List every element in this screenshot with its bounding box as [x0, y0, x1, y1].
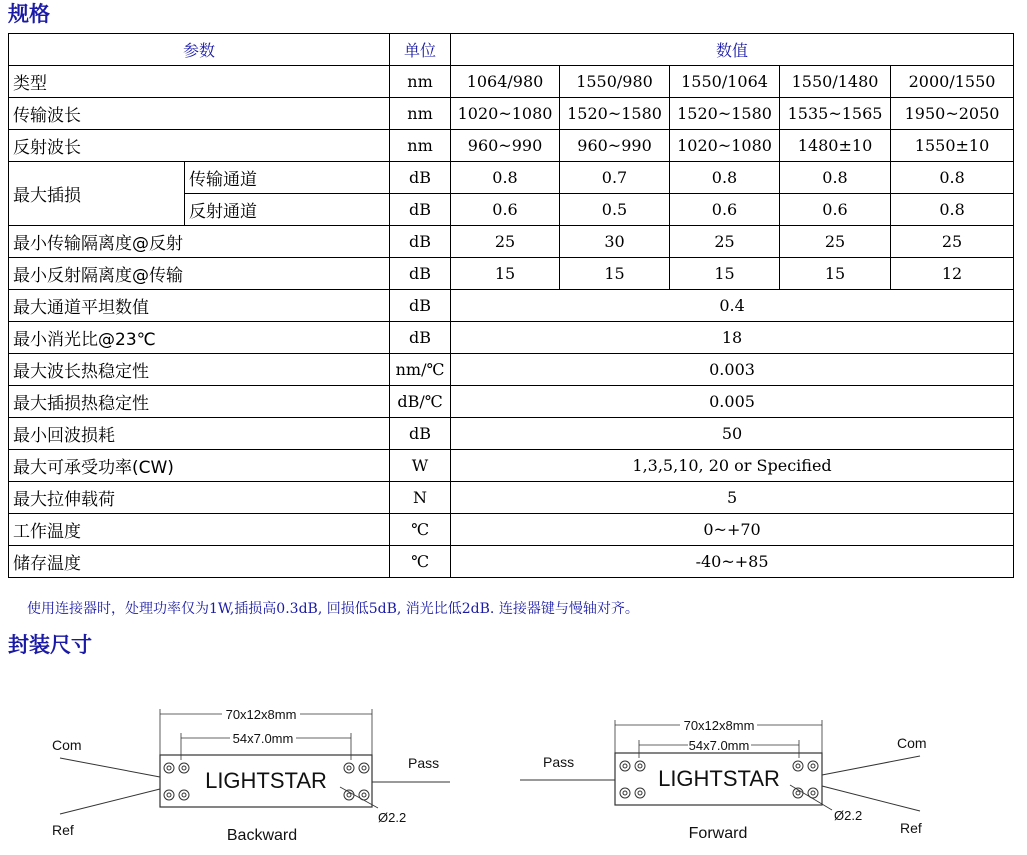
unit-cell: dB: [390, 418, 451, 450]
param-cell: 最小回波损耗: [9, 418, 390, 450]
forward-pass-label: Pass: [543, 754, 575, 770]
unit-cell: nm/℃: [390, 354, 451, 386]
value-cell: 1,3,5,10, 20 or Specified: [451, 450, 1014, 482]
forward-inner-dim: 54x7.0mm: [688, 738, 750, 753]
backward-com-label: Com: [52, 737, 82, 753]
unit-cell: nm: [390, 130, 451, 162]
value-cell: 1550±10: [891, 130, 1014, 162]
package-section-title: 封装尺寸: [8, 633, 92, 657]
value-cell: 1520~1580: [670, 98, 780, 130]
param-cell: 最大通道平坦数值: [9, 290, 390, 322]
value-cell: 25: [780, 226, 891, 258]
param-cell: 最小传输隔离度@反射: [9, 226, 390, 258]
value-cell: 25: [891, 226, 1014, 258]
value-cell: 25: [451, 226, 560, 258]
spec-section-title: 规格: [8, 2, 50, 26]
backward-drawing: [52, 707, 450, 844]
value-cell: 15: [560, 258, 670, 290]
value-cell: 1020~1080: [451, 98, 560, 130]
backward-caption: Backward: [226, 827, 298, 844]
value-cell: 1550/980: [560, 66, 670, 98]
value-cell: 0.8: [891, 162, 1014, 194]
forward-ref-label: Ref: [900, 820, 922, 836]
value-cell: 15: [451, 258, 560, 290]
param-cell: 最大插损: [9, 162, 185, 226]
table-row: [9, 66, 1014, 98]
value-cell: 0.6: [670, 194, 780, 226]
value-cell: 12: [891, 258, 1014, 290]
table-row: [9, 418, 1014, 450]
param-cell: 最大插损热稳定性: [9, 386, 390, 418]
value-cell: 5: [451, 482, 1014, 514]
table-row: [9, 162, 1014, 194]
value-cell: 0.5: [560, 194, 670, 226]
forward-brand-label: LIGHTSTAR: [658, 766, 780, 791]
spec-table: [8, 33, 1014, 578]
param-cell: 反射波长: [9, 130, 390, 162]
unit-cell: N: [390, 482, 451, 514]
value-cell: 1020~1080: [670, 130, 780, 162]
param-cell: 最小消光比@23℃: [9, 322, 390, 354]
backward-inner-dim: 54x7.0mm: [232, 731, 294, 746]
header-param: 参数: [9, 34, 390, 66]
value-cell: 50: [451, 418, 1014, 450]
param-cell: 传输波长: [9, 98, 390, 130]
value-cell: 0.4: [451, 290, 1014, 322]
value-cell: 1950~2050: [891, 98, 1014, 130]
value-cell: 1550/1064: [670, 66, 780, 98]
unit-cell: dB: [390, 194, 451, 226]
param-cell: 最小反射隔离度@传输: [9, 258, 390, 290]
value-cell: 960~990: [560, 130, 670, 162]
unit-cell: W: [390, 450, 451, 482]
value-cell: 1064/980: [451, 66, 560, 98]
sub-param-cell: 反射通道: [185, 194, 390, 226]
forward-com-label: Com: [897, 735, 927, 751]
param-cell: 类型: [9, 66, 390, 98]
value-cell: -40~+85: [451, 546, 1014, 578]
param-cell: 最大可承受功率(CW): [9, 450, 390, 482]
spec-table-body: [9, 34, 1014, 578]
table-row: [9, 482, 1014, 514]
connector-note: 使用连接器时，处理功率仅为1W,插损高0.3dB, 回损低5dB, 消光比低2dB. 连接器键与慢轴对齐。: [27, 601, 639, 617]
package-dimension-drawings: [0, 690, 1027, 855]
value-cell: 18: [451, 322, 1014, 354]
forward-outer-dim: 70x12x8mm: [683, 718, 755, 733]
value-cell: 2000/1550: [891, 66, 1014, 98]
sub-param-cell: 传输通道: [185, 162, 390, 194]
table-row: [9, 290, 1014, 322]
forward-com-fiber: [822, 756, 920, 775]
table-row: [9, 98, 1014, 130]
value-cell: 0.8: [891, 194, 1014, 226]
value-cell: 1535~1565: [780, 98, 891, 130]
value-cell: 0.005: [451, 386, 1014, 418]
value-cell: 1520~1580: [560, 98, 670, 130]
param-cell: 最大拉伸载荷: [9, 482, 390, 514]
table-row: [9, 258, 1014, 290]
table-row: [9, 546, 1014, 578]
table-row: [9, 226, 1014, 258]
value-cell: 960~990: [451, 130, 560, 162]
backward-com-fiber: [60, 758, 160, 777]
unit-cell: dB: [390, 322, 451, 354]
forward-drawing: [520, 718, 927, 842]
unit-cell: dB: [390, 290, 451, 322]
table-header-row: [9, 34, 1014, 66]
value-cell: 0.003: [451, 354, 1014, 386]
value-cell: 1550/1480: [780, 66, 891, 98]
header-value: 数值: [451, 34, 1014, 66]
value-cell: 0~+70: [451, 514, 1014, 546]
value-cell: 0.7: [560, 162, 670, 194]
table-row: [9, 130, 1014, 162]
value-cell: 0.8: [451, 162, 560, 194]
value-cell: 30: [560, 226, 670, 258]
backward-outer-dim: 70x12x8mm: [225, 707, 297, 722]
value-cell: 1480±10: [780, 130, 891, 162]
header-unit: 单位: [390, 34, 451, 66]
value-cell: 0.6: [780, 194, 891, 226]
value-cell: 0.8: [780, 162, 891, 194]
value-cell: 15: [670, 258, 780, 290]
forward-hole-label: Ø2.2: [834, 808, 863, 823]
backward-ref-label: Ref: [52, 822, 74, 838]
value-cell: 15: [780, 258, 891, 290]
backward-hole-label: Ø2.2: [378, 810, 407, 825]
unit-cell: nm: [390, 98, 451, 130]
backward-ref-fiber: [60, 789, 160, 814]
forward-caption: Forward: [688, 825, 748, 842]
param-cell: 储存温度: [9, 546, 390, 578]
table-row: [9, 386, 1014, 418]
backward-brand-label: LIGHTSTAR: [205, 768, 327, 793]
unit-cell: dB: [390, 226, 451, 258]
param-cell: 工作温度: [9, 514, 390, 546]
value-cell: 25: [670, 226, 780, 258]
unit-cell: ℃: [390, 546, 451, 578]
unit-cell: nm: [390, 66, 451, 98]
table-row: [9, 514, 1014, 546]
unit-cell: dB: [390, 162, 451, 194]
table-row: [9, 354, 1014, 386]
value-cell: 0.6: [451, 194, 560, 226]
value-cell: 0.8: [670, 162, 780, 194]
param-cell: 最大波长热稳定性: [9, 354, 390, 386]
unit-cell: dB/℃: [390, 386, 451, 418]
table-row: [9, 322, 1014, 354]
unit-cell: dB: [390, 258, 451, 290]
table-row: [9, 450, 1014, 482]
unit-cell: ℃: [390, 514, 451, 546]
backward-pass-label: Pass: [408, 755, 440, 771]
